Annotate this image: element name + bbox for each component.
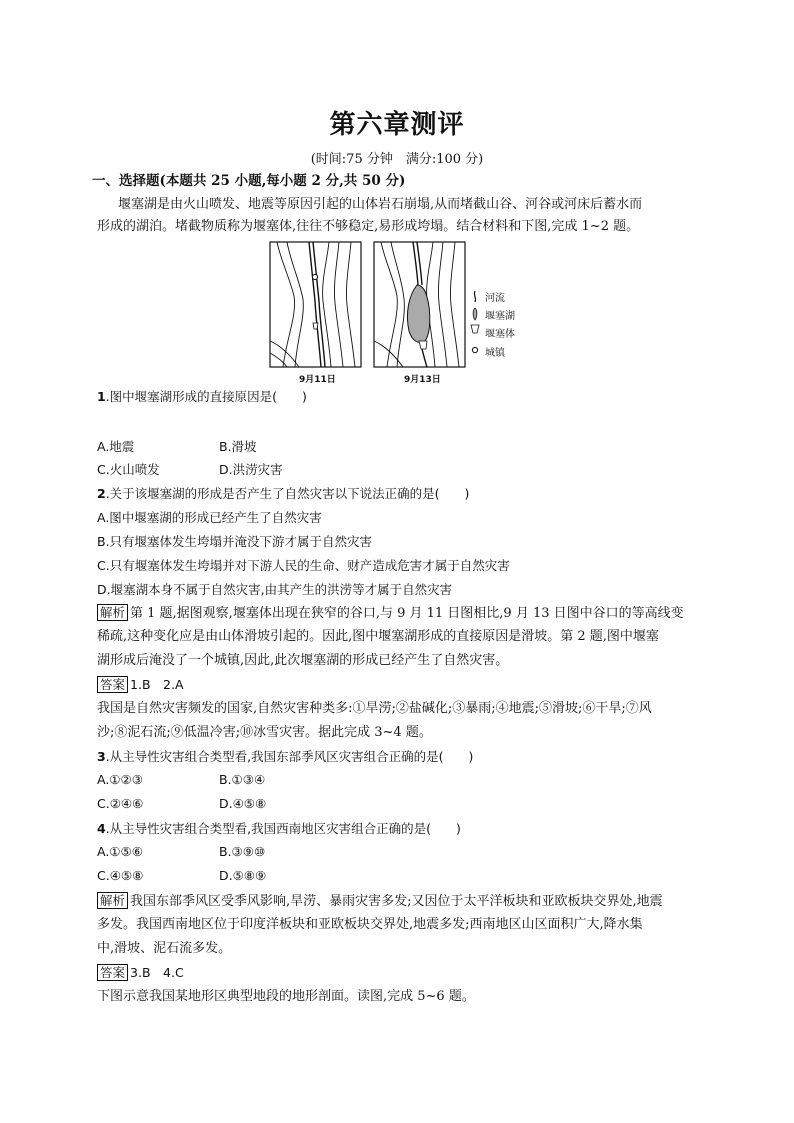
question-1-text: .图中堰塞湖形成的直接原因是( ) [105,389,307,404]
caption-right: 9月13日 [404,375,441,385]
q4-option-b[interactable]: B.③⑨⑩ [219,844,266,859]
legend-river-symbol [474,291,475,302]
question-1 [97,388,707,406]
legend-town-label: 城镇 [485,348,505,359]
q1-option-a[interactable]: A.地震 [97,439,135,454]
q3-option-b[interactable]: B.①③④ [219,772,266,787]
legend-dam-label: 堰塞体 [485,329,515,340]
analysis-2-text-1: 我国东部季风区受季风影响,旱涝、暴雨灾害多发;又因位于太平洋板块和亚欧板块交界处,地震 [130,894,663,909]
q2-option-a[interactable]: A.图中堰塞湖的形成已经产生了自然灾害 [97,510,322,525]
question-2-text: .关于该堰塞湖的形成是否产生了自然灾害以下说法正确的是( ) [105,486,470,501]
analysis-1-text-1: 第 1 题,据图观察,堰塞体出现在狭窄的谷口,与 9 月 11 日图相比,9 月 13 日图中谷口的等高线变 [130,606,684,621]
q1-option-c[interactable]: C.火山喷发 [97,462,160,477]
intro-line-1: 堰塞湖是由火山喷发、地震等原因引起的山体岩石崩塌,从而堵截山谷、河谷或河床后蓄水而 [118,197,643,212]
town-marker-left [312,274,317,279]
question-3-number: 3 [97,749,106,764]
legend-dam-symbol [471,325,479,333]
question-2-number: 2 [97,486,106,501]
analysis-2-line-1 [97,892,707,911]
answer-2 [97,964,707,982]
question-4-number: 4 [97,821,106,836]
exam-info: (时间:75 分钟 满分:100 分) [310,152,484,167]
q1-option-d[interactable]: D.洪涝灾害 [219,462,283,477]
answer-2-text: 3.B 4.C [130,965,184,980]
analysis-2-line-2: 多发。我国西南地区位于印度洋板块和亚欧板块交界处,地震多发;西南地区山区面积广大,降水集 [97,917,643,932]
figure-maps [269,241,529,387]
q2-option-d[interactable]: D.堰塞湖本身不属于自然灾害,由其产生的洪涝等才属于自然灾害 [97,582,453,597]
q2-option-b[interactable]: B.只有堰塞体发生垮塌并淹没下游才属于自然灾害 [97,534,373,549]
analysis-1-line-1 [97,604,707,623]
q4-option-c[interactable]: C.④⑤⑧ [97,868,144,883]
question-4 [97,820,707,838]
intro-line-2: 形成的湖泊。堵截物质称为堰塞体,往往不够稳定,易形成垮塌。结合材料和下图,完成 1~2 题。 [97,219,640,234]
analysis-tag: 解析 [97,604,128,621]
intro2-line-1: 我国是自然灾害频发的国家,自然灾害种类多:①旱涝;②盐碱化;③暴雨;④地震;⑤滑坡;⑥干旱;⑦风 [97,701,652,716]
caption-left: 9月11日 [299,375,336,385]
answer-1-text: 1.B 2.A [130,677,184,692]
q1-option-b[interactable]: B.滑坡 [219,439,257,454]
q4-option-d[interactable]: D.⑤⑧⑨ [219,868,267,883]
answer-tag: 答案 [97,676,128,693]
analysis-tag-2: 解析 [97,892,128,909]
question-4-text: .从主导性灾害组合类型看,我国西南地区灾害组合正确的是( ) [105,821,461,836]
section-heading: 一、选择题(本题共 25 小题,每小题 2 分,共 50 分) [92,173,406,189]
q4-option-a[interactable]: A.①⑤⑥ [97,844,143,859]
answer-1 [97,676,707,694]
legend-lake-label: 堰塞湖 [485,311,515,322]
q3-option-a[interactable]: A.①②③ [97,772,143,787]
question-3-text: .从主导性灾害组合类型看,我国东部季风区灾害组合正确的是( ) [105,749,474,764]
q2-option-c[interactable]: C.只有堰塞体发生垮塌并对下游人民的生命、财产造成危害才属于自然灾害 [97,558,510,573]
legend-river-label: 河流 [485,293,505,304]
legend-lake-symbol [473,308,477,320]
answer-tag-2: 答案 [97,964,128,981]
question-2 [97,485,707,503]
intro3-line: 下图示意我国某地形区典型地段的地形剖面。读图,完成 5~6 题。 [97,989,475,1004]
q3-option-d[interactable]: D.④⑤⑧ [219,796,267,811]
question-3 [97,748,707,766]
analysis-1-line-2: 稀疏,这种变化应是由山体滑坡引起的。因此,图中堰塞湖形成的直接原因是滑坡。第 2 题,图中堰塞 [97,629,659,644]
intro2-line-2: 沙;⑧泥石流;⑨低温冷害;⑩冰雪灾害。据此完成 3~4 题。 [97,725,432,740]
page-title: 第六章测评 [329,110,465,140]
analysis-1-line-3: 湖形成后淹没了一个城镇,因此,此次堰塞湖的形成已经产生了自然灾害。 [97,653,509,668]
legend-town-symbol [472,347,477,352]
q3-option-c[interactable]: C.②④⑥ [97,796,144,811]
question-1-number: 1 [97,389,106,404]
analysis-2-line-3: 中,滑坡、泥石流多发。 [97,941,232,956]
dam-marker-left [313,323,318,329]
